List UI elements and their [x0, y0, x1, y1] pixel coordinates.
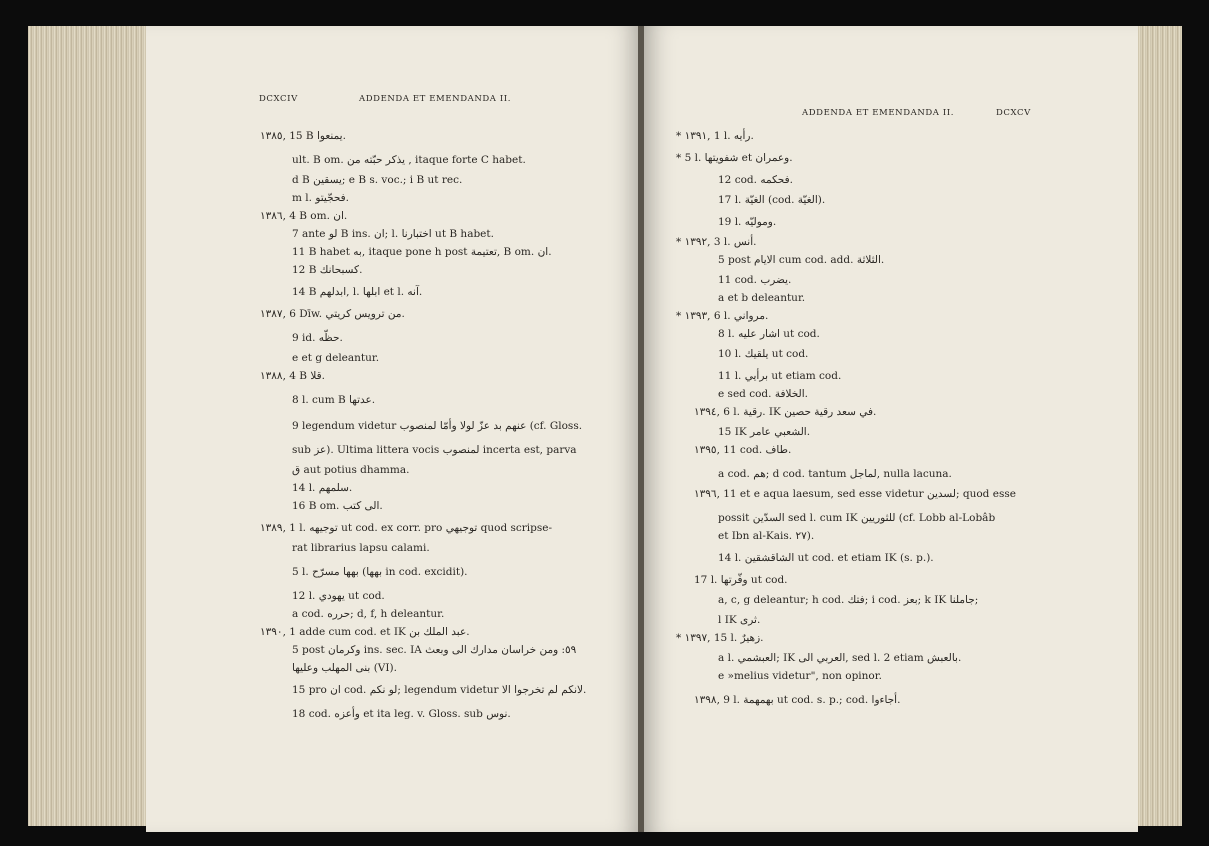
entry-line: 11 l. برأيي ut etiam cod. [718, 370, 842, 382]
entry-line: 19 l. وموليّه. [718, 216, 777, 228]
entry-line: et Ibn al-Kais. ٢٧). [718, 530, 815, 542]
entry-line: 15 IK الشعبي عامر. [718, 426, 811, 438]
running-head-right: ADDENDA ET EMENDANDA II. [802, 108, 955, 118]
entry-line: a l. العبشمي; IK العربي الى, sed l. 2 etiam بالعبش. [718, 652, 962, 664]
entry-line: * ١٣٩٢, 3 l. أنس. [676, 236, 757, 248]
entry-line: 8 l. اشار عليه ut cod. [718, 328, 820, 340]
entry-line: ١٣٩٠, 1 adde cum cod. et IK عبد الملك بن. [260, 626, 470, 638]
entry-line: 14 l. سلمهم. [292, 482, 353, 494]
entry-line: 11 B habet به, itaque pone h post تعتيمة, B om. ان. [292, 246, 552, 258]
entry-line: ult. B om. يذكر حبّته من , itaque forte C habet. [292, 154, 526, 166]
entry-line: e et g deleantur. [292, 352, 380, 364]
entry-line: ١٣٨٦, 4 B om. ان. [260, 210, 348, 222]
entry-line: d B يسقين; e B s. voc.; i B ut rec. [292, 174, 463, 186]
entry-line: rat librarius lapsu calami. [292, 542, 430, 554]
entry-line: * 5 l. شفويتها et وعمران. [676, 152, 793, 164]
entry-line: * ١٣٩٧, 15 l. زهيرٌ. [676, 632, 764, 644]
entry-line: e »melius videtur", non opinor. [718, 670, 882, 682]
entry-line: 17 l. الغيّة (cod. الغيّة). [718, 194, 826, 206]
entry-line: 12 cod. فحكمه. [718, 174, 793, 186]
entry-line: ١٣٩٦, 11 et e aqua laesum, sed esse videtur لسدين; quod esse [694, 488, 1016, 500]
entry-line: ١٣٨٨, 4 B قلا. [260, 370, 325, 382]
entry-line: ١٣٨٥, 15 B يمنعوا. [260, 130, 346, 142]
entry-line: 9 id. حظّه. [292, 332, 343, 344]
entry-line: 8 l. cum B عدتها. [292, 394, 376, 406]
page-edges-right [1136, 26, 1182, 826]
entry-line: 16 B om. الى كتب. [292, 500, 383, 512]
entry-line: بنى المهلب وعليها (VI). [292, 662, 397, 674]
entry-line: l IK ثرى. [718, 614, 761, 626]
entry-line: a cod. حرره; d, f, h deleantur. [292, 608, 445, 620]
right-page [644, 26, 1138, 832]
entry-line: e sed cod. الخلافة. [718, 388, 808, 400]
entry-line: ١٣٨٩, 1 l. توجيهه ut cod. ex corr. pro توجيهي quod scripse- [260, 522, 553, 534]
entry-line: 5 post الايام cum cod. add. الثلاثة. [718, 254, 885, 266]
entry-line: 10 l. يلقيك ut cod. [718, 348, 809, 360]
entry-line: a, c, g deleantur; h cod. فتك; i cod. بعز; k IK جاملنا; [718, 594, 979, 606]
entry-line: 18 cod. وأعزه et ita leg. v. Gloss. sub نوس. [292, 708, 511, 720]
entry-line: 12 l. يهودي ut cod. [292, 590, 385, 602]
entry-line: 5 post وكرمان ins. sec. IA ٥٩: ومن خراسان مدارك الى وبعث [292, 644, 577, 656]
entry-line: 7 ante لو B ins. ان; l. اختبارنا ut B habet. [292, 228, 494, 240]
entry-line: m l. فحجّيتو. [292, 192, 350, 204]
entry-line: a et b deleantur. [718, 292, 806, 304]
page-number-right: DCXCV [996, 108, 1031, 118]
entry-line: sub عز). Ultima littera vocis لمنصوب incerta est, parva [292, 444, 577, 456]
entry-line: 12 B كسبحانك. [292, 264, 363, 276]
entry-line: 9 legendum videtur عنهم بد عزّ لولا وأمّا لمنصوب (cf. Gloss. [292, 420, 583, 432]
entry-line: 14 B ابدلهم, l. ابلها et l. آنه. [292, 286, 423, 298]
entry-line: possit السدّين sed l. cum IK للثوريين (cf. Lobb al-Lobâb [718, 512, 996, 524]
entry-line: 11 cod. يضرب. [718, 274, 792, 286]
entry-line: 14 l. الشاقشقين ut cod. et etiam IK (s. p.). [718, 552, 934, 564]
running-head-left: ADDENDA ET EMENDANDA II. [359, 94, 512, 104]
entry-line: ق aut potius dhamma. [292, 464, 410, 476]
left-page [146, 26, 640, 832]
entry-line: ١٣٩٤, 6 l. رقية. IK في سعد رقية حصين. [694, 406, 877, 418]
entry-line: ١٣٩٥, 11 cod. طاف. [694, 444, 792, 456]
entry-line: ١٣٨٧, 6 Dīw. من ترويس كريتي. [260, 308, 405, 320]
entry-line: a cod. هم; d cod. tantum لماجل, nulla lacuna. [718, 468, 952, 480]
entry-line: * ١٣٩٣, 6 l. مرواني. [676, 310, 769, 322]
entry-line: ١٣٩٨, 9 l. بهمهمة ut cod. s. p.; cod. أجاءوا. [694, 694, 901, 706]
entry-line: 17 l. وفّرتها ut cod. [694, 574, 788, 586]
entry-line: 5 l. بهها مسرّح (بهها in cod. excidit). [292, 566, 468, 578]
page-edges-left [28, 26, 148, 826]
entry-line: 15 pro ان cod. لو نكم; legendum videtur لانكم لم تخرجوا الا. [292, 684, 587, 696]
entry-line: * ١٣٩١, 1 l. رأيه. [676, 130, 754, 142]
page-number-left: DCXCIV [259, 94, 298, 104]
